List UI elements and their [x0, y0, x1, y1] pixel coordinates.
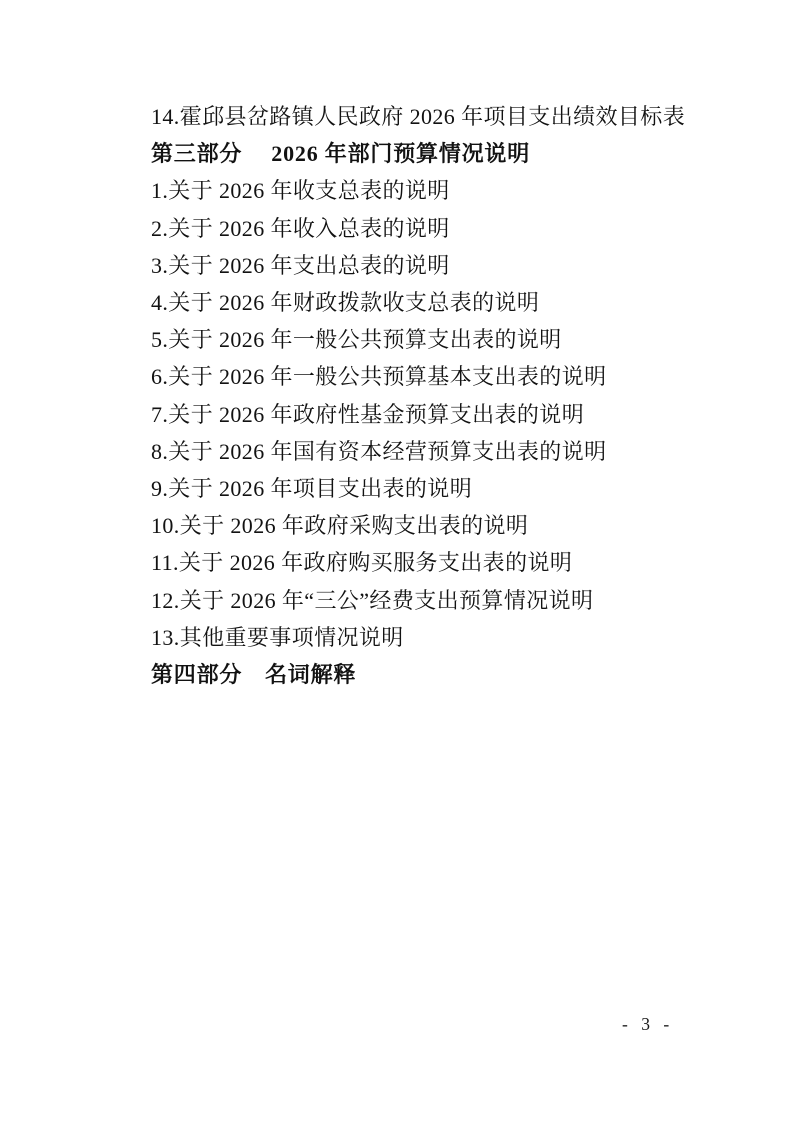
- toc-item-4: 4.关于 2026 年财政拨款收支总表的说明: [151, 290, 540, 316]
- toc-item-9: 9.关于 2026 年项目支出表的说明: [151, 476, 473, 502]
- toc-item-3: 3.关于 2026 年支出总表的说明: [151, 252, 450, 278]
- toc-section-heading-part4: 第四部分 名词解释: [151, 662, 357, 688]
- toc-item-5: 5.关于 2026 年一般公共预算支出表的说明: [151, 327, 562, 353]
- toc-item-13: 13.其他重要事项情况说明: [151, 624, 404, 650]
- toc-item-10: 10.关于 2026 年政府采购支出表的说明: [151, 513, 529, 539]
- toc-section-heading-part3: 第三部分 2026 年部门预算情况说明: [151, 141, 531, 167]
- toc-item-7: 7.关于 2026 年政府性基金预算支出表的说明: [151, 401, 585, 427]
- toc-item-8: 8.关于 2026 年国有资本经营预算支出表的说明: [151, 438, 607, 464]
- toc-item-6: 6.关于 2026 年一般公共预算基本支出表的说明: [151, 364, 607, 390]
- table-of-contents: [151, 98, 731, 693]
- toc-item-11: 11.关于 2026 年政府购买服务支出表的说明: [151, 550, 573, 576]
- toc-item-14: 14.霍邱县岔路镇人民政府 2026 年项目支出绩效目标表: [151, 104, 686, 129]
- toc-item-2: 2.关于 2026 年收入总表的说明: [151, 215, 450, 241]
- toc-item-12: 12.关于 2026 年“三公”经费支出预算情况说明: [151, 587, 594, 613]
- page-number: - 3 -: [622, 1014, 672, 1034]
- toc-item-1: 1.关于 2026 年收支总表的说明: [151, 178, 450, 204]
